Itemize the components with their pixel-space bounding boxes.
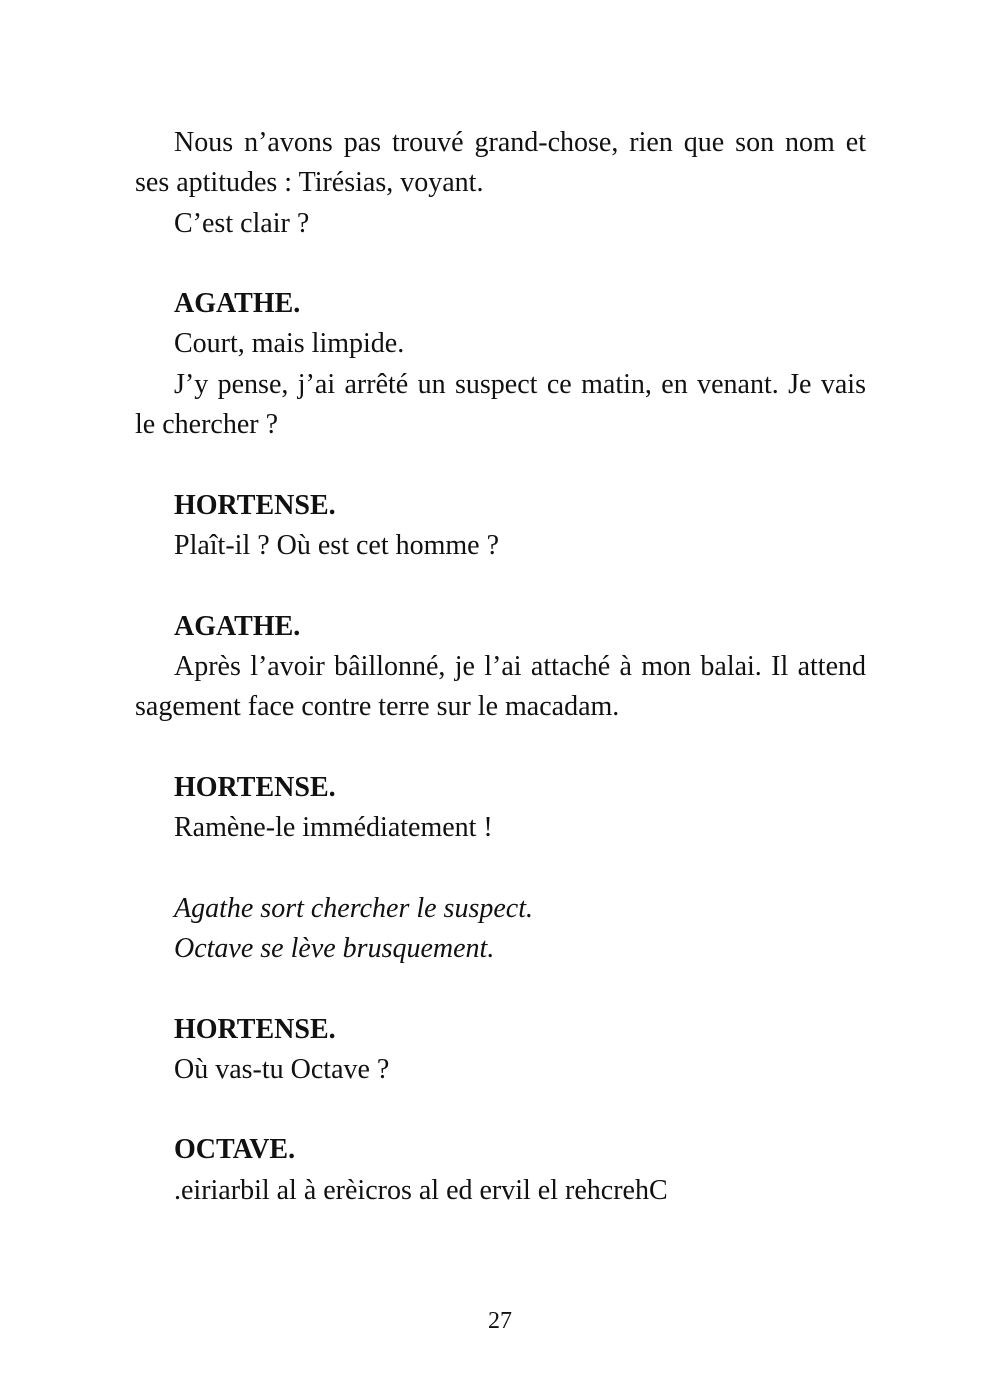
- spacer: [135, 848, 866, 888]
- spacer: [135, 727, 866, 767]
- dialogue-line: Plaît-il ? Où est cet homme ?: [174, 529, 500, 561]
- page-number: 27: [488, 1308, 512, 1334]
- spacer: [135, 1090, 866, 1130]
- page-body: [135, 123, 866, 1211]
- spacer: [135, 969, 866, 1009]
- dialogue-line: .eiriarbil al à erèicros al ed ervil el rehcrehC: [174, 1174, 668, 1206]
- dialogue-line: Ramène-le immédiatement !: [174, 812, 493, 844]
- spacer: [135, 445, 866, 485]
- speaker-name: AGATHE.: [174, 610, 301, 642]
- stage-direction: Octave se lève brusquement.: [174, 932, 495, 964]
- speaker-name: HORTENSE.: [174, 771, 336, 803]
- speaker-name: HORTENSE.: [174, 1013, 336, 1045]
- speaker-name: OCTAVE.: [174, 1134, 296, 1166]
- dialogue-paragraph: J’y pense, j’ai arrêté un suspect ce matin, en venant. Je vais le chercher ?: [135, 368, 866, 441]
- spacer: [135, 566, 866, 606]
- spacer: [135, 244, 866, 284]
- dialogue-paragraph: Après l’avoir bâillonné, je l’ai attaché à mon balai. Il attend sagement face contre terre sur le macadam.: [135, 650, 866, 723]
- dialogue-line: Où vas-tu Octave ?: [174, 1053, 390, 1085]
- speaker-name: AGATHE.: [174, 288, 301, 320]
- speaker-name: HORTENSE.: [174, 489, 336, 521]
- dialogue-line: C’est clair ?: [174, 207, 310, 239]
- dialogue-paragraph: Nous n’avons pas trouvé grand-chose, rien que son nom et ses aptitudes : Tirésias, voyant.: [135, 127, 866, 199]
- stage-direction: Agathe sort chercher le suspect.: [174, 892, 533, 924]
- dialogue-line: Court, mais limpide.: [174, 328, 405, 360]
